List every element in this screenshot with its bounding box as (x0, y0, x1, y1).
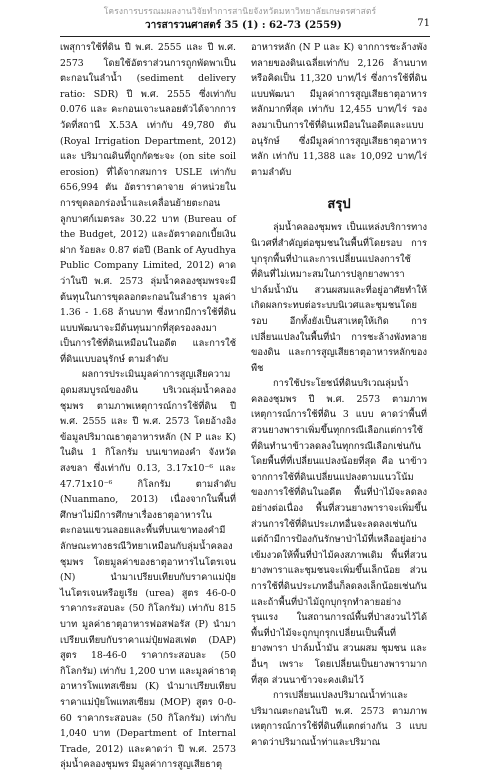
left-column (60, 40, 236, 773)
paragraph: ลุ่มน้ำคลองชุมพร เป็นแหล่งบริการทางนิเวศที่สำคัญต่อชุมชนในพื้นที่โดยรอบ การบุกรุกพื้นที่ป่าและการเปลี่ยนแปลงการใช้ที่ดินที่ไม่เหมาะสมในการปลูกยางพาราปาล์มน้ำมัน สวนผสมและที่อยู่อาศัยทำให้เกิดผลกระทบต่อระบบนิเวศและชุมชนโดยรอบ อีกทั้งยังเป็นสาเหตุให้เกิด การเปลี่ยนแปลงในพื้นที่นำ การชะล้างพังทลายของดิน และการสูญเสียธาตุอาหารหลักของพืช (251, 222, 427, 374)
paragraph: การใช้ประโยชน์ที่ดินบริเวณลุ่มน้ำคลองชุมพร ปี พ.ศ. 2573 ตามภาพเหตุการณ์การใช้ที่ดิน 3 แบบ คาดว่าพื้นที่สวนยางพาราเพิ่มขึ้นทุกกรณีเลือกแต่การใช้ที่ดินทำนาข้าวลดลงในทุกกรณีเลือกเช่นกัน โดยพื้นที่ที่เปลี่ยนแปลงน้อยที่สุด คือ นาข้าว จากการใช้ที่ดินเปลี่ยนแปลงตามแนวโน้มของการใช้ที่ดินในอดีต พื้นที่ป่าไม้จะลดลงอย่างต่อเนื่อง พื้นที่สวนยางพาราจะเพิ่มขึ้น ส่วนการใช้ที่ดินประเภทอื่นจะลดลงเช่นกัน แต่ถ้ามีการป้องกันรักษาป่าไม้ที่เหลืออยู่อย่างเข้มงวดให้พื้นที่ป่าไม้คงสภาพเดิม พื้นที่สวนยางพาราและชุมชนจะเพิ่มขึ้นเล็กน้อย ส่วนการใช้ที่ดินประเภทอื่นก็ลดลงเล็กน้อยเช่นกัน และถ้าพื้นที่ป่าไม้ถูกบุกรุกทำลายอย่างรุนแรง ในสถานการณ์พื้นที่ป่าสงวนไว้ได้ พื้นที่ป่าไม้จะถูกบุกรุกเปลี่ยนเป็นพื้นที่ยางพารา ปาล์มน้ำมัน สวนผสม ชุมชน และอื่นๆ เพราะ โดยเปลี่ยนเป็นยางพารามากที่สุด ส่วนนาข้าวจะคงเดิมไว้ (251, 378, 427, 686)
page-number: 71 (417, 18, 430, 29)
page-header (60, 18, 430, 34)
paragraph: ผลการประเมินมูลค่าการสูญเสียความอุดมสมบูรณ์ของดิน บริเวณลุ่มน้ำคลองชุมพร ตามภาพเหตุการณ์การใช้ที่ดิน ปี พ.ศ. 2555 และ ปี พ.ศ. 2573 โดยอ้างอิงข้อมูลปริมาณธาตุอาหารหลัก (N P และ K) ในดิน 1 กิโลกรัม บนเขาทองคำ จังหวัดสงขลา ซึ่งเท่ากับ 0.13, 3.17x10⁻⁶ และ 47.71x10⁻⁶ กิโลกรัม ตามลำดับ (Nuanmano, 2013) เนื่องจากในพื้นที่ศึกษาไม่มีการศึกษาเรื่องธาตุอาหารในตะกอนแขวนลอยและพื้นที่บนเขาทองคำมีลักษณะทางธรณีวิทยาเหมือนกับลุ่มน้ำคลองชุมพร โดยมูลค่าของธาตุอาหารไนโตรเจน (N) นำมาเปรียบเทียบกับราคาแม่ปุ๋ยไนโตรเจนหรือยูเรีย (urea) สูตร 46-0-0 ราคากระสอบละ (50 กิโลกรัม) เท่ากับ 815 บาท มูลค่าธาตุอาหารฟอสฟอรัส (P) นำมาเปรียบเทียบกับราคาแม่ปุ๋ยฟอสเฟต (DAP) สูตร 18-46-0 ราคากระสอบละ (50 กิโลกรัม) เท่ากับ 1,200 บาท และมูลค่าธาตุอาหารโพแทสเซียม (K) นำมาเปรียบเทียบราคาแม่ปุ๋ยโพแทสเซียม (MOP) สูตร 0-0-60 ราคากระสอบละ (50 กิโลกรัม) เท่ากับ 1,040 บาท (Department of Internal Trade, 2012) และคาดว่า ปี พ.ศ. 2573 ลุ่มน้ำคลองชุมพร มีมูลค่าการสูญเสียธาตุ (60, 369, 236, 771)
paragraph: การเปลี่ยนแปลงปริมาณน้ำท่าและปริมาณตะกอนในปี พ.ศ. 2573 ตามภาพเหตุการณ์การใช้ที่ดินที่แตกต่างกัน 3 แบบ คาดว่าปริมาณน้ำท่าและปริมาณ (251, 690, 427, 748)
right-column (251, 40, 427, 751)
paragraph: อาหารหลัก (N P และ K) จากการชะล้างพังทลายของดินเฉลี่ยเท่ากับ 2,126 ล้านบาท หรือคิดเป็น 11,320 บาท/ไร่ ซึ่งการใช้ที่ดินแบบพัฒนา มีมูลค่าการสูญเสียธาตุอาหารหลักมากที่สุด เท่ากับ 12,455 บาท/ไร่ รองลงมาเป็นการใช้ที่ดินเหมือนในอดีตและแบบอนุรักษ์ ซึ่งมีมูลค่าการสูญเสียธาตุอาหารหลัก เท่ากับ 11,388 และ 10,092 บาท/ไร่ตามลำดับ (251, 42, 427, 178)
watermark-text: โครงการบรรณมผลงานวิจัยทำการสานิยจังหวัดมหาวิทยาลัยเกษตรศาสตร์ (103, 7, 377, 17)
section-heading-conclusion: สรุป (327, 197, 351, 213)
header-rule (60, 36, 430, 37)
journal-citation: วารสารวนศาสตร์ 35 (1) : 62-73 (2559) (145, 20, 342, 31)
paragraph: เพสุการใช้ที่ดิน ปี พ.ศ. 2555 และ ปี พ.ศ. 2573 โดยใช้อัตราส่วนการถูกพัดพาเป็นตะกอนในลำน้ำ (sediment delivery ratio: SDR) ปี พ.ศ. 2555 ซึ่งเท่ากับ 0.076 และ คะกอนเจาะนลอยตัวได้จากการวัดที่สถานี X.53A เท่ากับ 49,780 ตัน (Royal Irrigation Department, 2012) และ ปริมาณดินที่ถูกกัดชะจะ (on site soil erosion) ที่ได้จากสมการ USLE เท่ากับ 656,994 ตัน อัตราราคาจาย ค่าหน่วยในการขุดลอกร่องน้ำและเคลื่อนย้ายตะกอน ลูกบาศก์เมตรละ 30.22 บาท (Bureau of the Budget, 2012) และอัตราดอกเบี้ยเงินฝาก ร้อยละ 0.87 ต่อปี (Bank of Ayudhya Public Company Limited, 2012) คาดว่าในปี พ.ศ. 2573 ลุ่มน้ำคลองชุมพรจะมีต้นทุนในการขุดลอกตะกอนในลำธาร มูลค่า 1.36 - 1.68 ล้านบาท ซึ่งหากมีการใช้ที่ดินแบบพัฒนาจะมีต้นทุนมากที่สุดรองลงมาเป็นการใช้ที่ดินเหมือนในอดีต และการใช้ที่ดินแบบอนุรักษ์ ตามลำดับ (60, 42, 236, 365)
